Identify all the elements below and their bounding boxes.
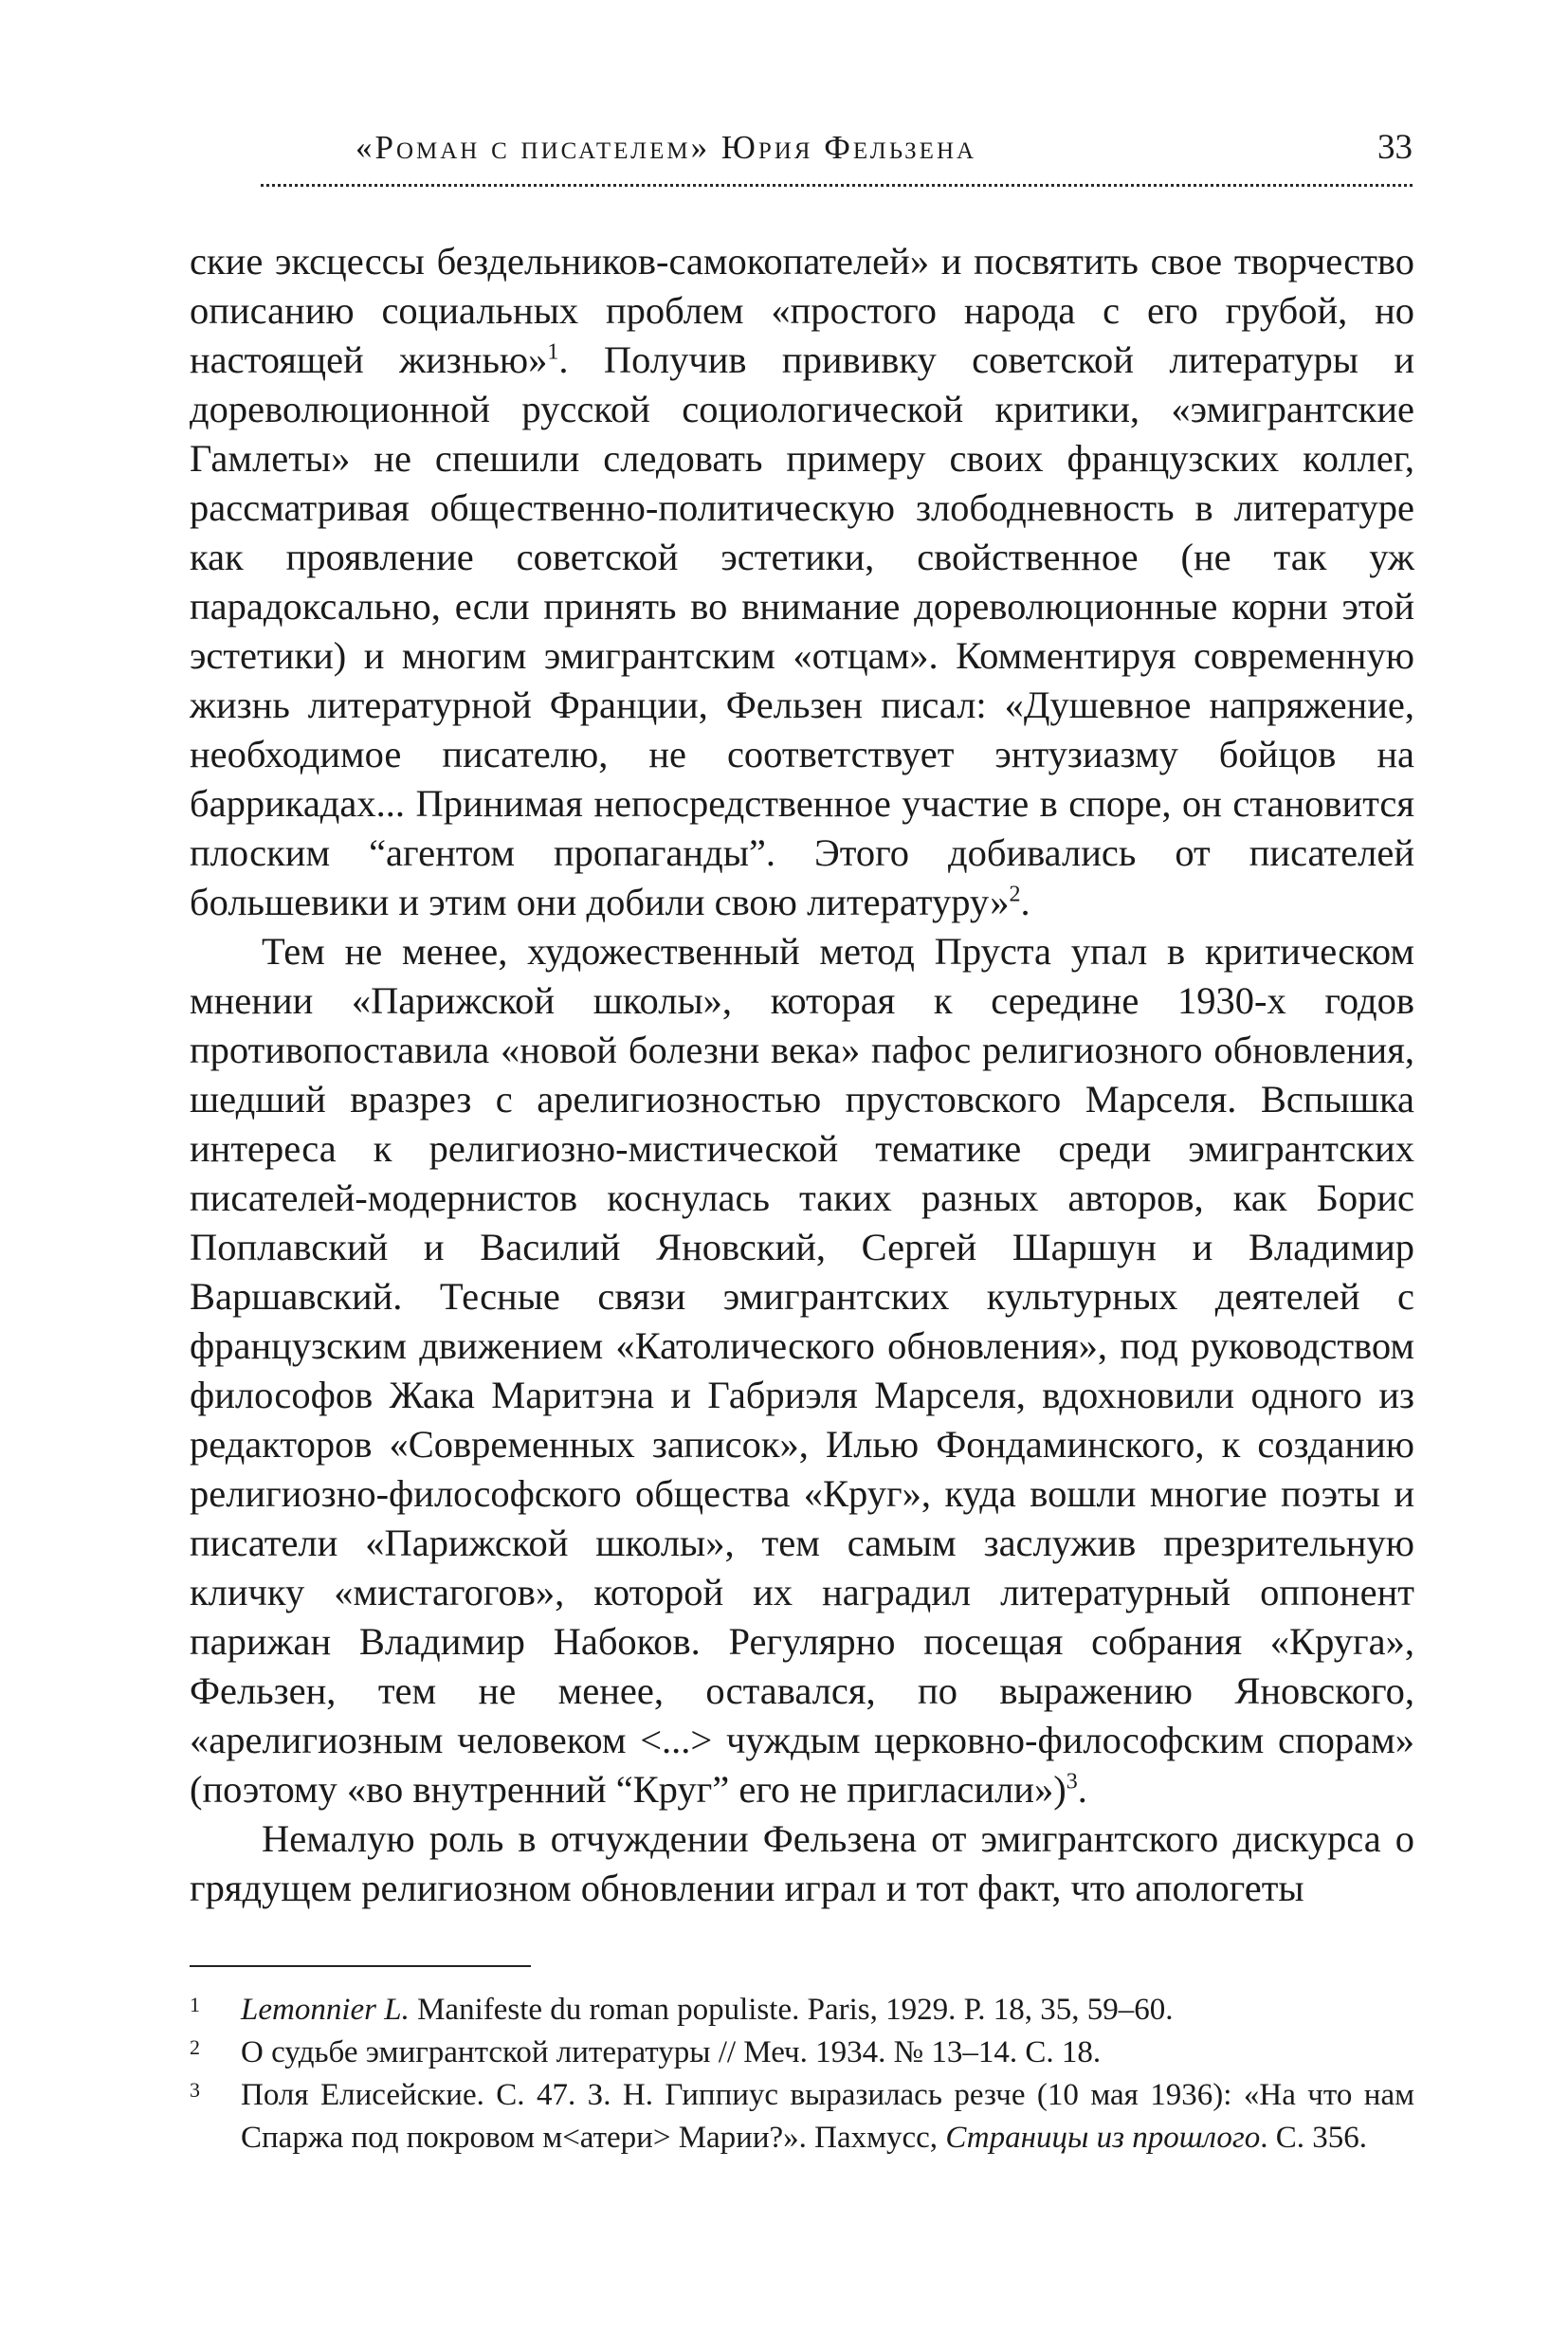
paragraph-2-text: Тем не менее, художественный метод Пруста упал в критическом мнении «Парижской школы», которая к середине 1930-х годов противопоставила «новой болезни века» пафос религиозного обновления, шедший вразрез с арелигиозностью прустовского Марселя. Вспышка интереса к религиозно-мистической тематике среди эмигрантских писателей-модернистов коснулась таких разных авторов, как Борис Поплавский и Василий Яновский, Сергей Шаршун и Владимир Варшавский. Тесные связи эмигрантских культурных деятелей с французским движением «Католического обновления», под руководством философов Жака Маритэна и Габриэля Марселя, вдохновили одного из редакторов «Современных записок», Илью Фондаминского, к созданию религиозно-философского общества «Круг», куда вошли многие поэты и писатели «Парижской школы», тем самым заслужив презрительную кличку «мистагогов», которой их наградил литературный оппонент парижан Владимир Набоков. Регулярно посещая собрания «Круга», Фельзен, тем не менее, оставался, по выражению Яновского, «арелигиозным человеком <...> чуждым церковно-философским спорам» (поэтому «во внутренний “Круг” его не пригласили») xyxy=(190,930,1414,1811)
footnote-3 xyxy=(190,2074,1414,2160)
footnote-ref-2: 2 xyxy=(1009,882,1021,907)
footnote-number: 1 xyxy=(190,1993,200,2016)
paragraph-2 xyxy=(190,927,1414,1814)
running-title: «Роман с писателем» Юрия Фельзена xyxy=(356,129,977,166)
footnotes xyxy=(190,1989,1414,2160)
footnote-book-title: Страницы из прошлого xyxy=(945,2121,1261,2155)
paragraph-3 xyxy=(190,1814,1414,1913)
paragraph-2-end: . xyxy=(1077,1768,1087,1811)
page-number: 33 xyxy=(1377,128,1413,167)
footnote-tail: . С. 356. xyxy=(1260,2121,1368,2155)
footnote-ref-1: 1 xyxy=(547,339,559,365)
footnote-text: О судьбе эмигрантской литературы // Меч. 1934. № 13–14. С. 18. xyxy=(241,2035,1102,2069)
footnote-ref-3: 3 xyxy=(1066,1769,1078,1795)
running-head xyxy=(261,121,1413,178)
footnote-1 xyxy=(190,1989,1414,2032)
footnote-separator xyxy=(190,1965,531,1967)
footnote-author: Lemonnier L. xyxy=(241,1993,410,2027)
paragraph-1-text: ские эксцессы бездельников-самокопателей» и посвятить свое творчество описанию социальных проблем «простого народа с его грубой, но настоящей жизнью» xyxy=(190,240,1414,381)
paragraph-1-text-cont: . Получив прививку советской литературы и дореволюционной русской социологической критики, «эмигрантские Гамлеты» не спешили следовать примеру своих французских коллег, рассматривая общественно-политическую злободневность в литературе как проявление советской эстетики, свойственное (не так уж парадоксально, если принять во внимание дореволюционные корни этой эстетики) и многим эмигрантским «отцам». Комментируя современную жизнь литературной Франции, Фельзен писал: «Душевное напряжение, необходимое писателю, не соответствует энтузиазму бойцов на баррикадах... Принимая непосредственное участие в споре, он становится плоским “агентом пропаганды”. Этого добивались от писателей большевики и этим они добили свою литературу» xyxy=(190,338,1414,923)
footnote-number: 2 xyxy=(190,2035,200,2059)
paragraph-3-text: Немалую роль в отчуждении Фельзена от эмигрантского дискурса о грядущем религиозном обновлении играл и тот факт, что апологеты xyxy=(190,1817,1414,1909)
footnote-text: Поля Елисейские. С. 47. З. Н. Гиппиус выразилась резче (10 мая 1936): «На что нам Спаржа под покровом м<атери> Марии?». Пахмусс, xyxy=(241,2078,1414,2155)
paragraph-1 xyxy=(190,237,1414,927)
footnote-text: Manifeste du roman populiste. Paris, 1929. P. 18, 35, 59–60. xyxy=(409,1993,1174,2027)
main-text xyxy=(190,237,1414,1913)
paragraph-1-end: . xyxy=(1020,881,1030,923)
footnote-2 xyxy=(190,2032,1414,2074)
footnote-number: 3 xyxy=(190,2078,200,2102)
header-dotted-rule xyxy=(261,184,1413,187)
